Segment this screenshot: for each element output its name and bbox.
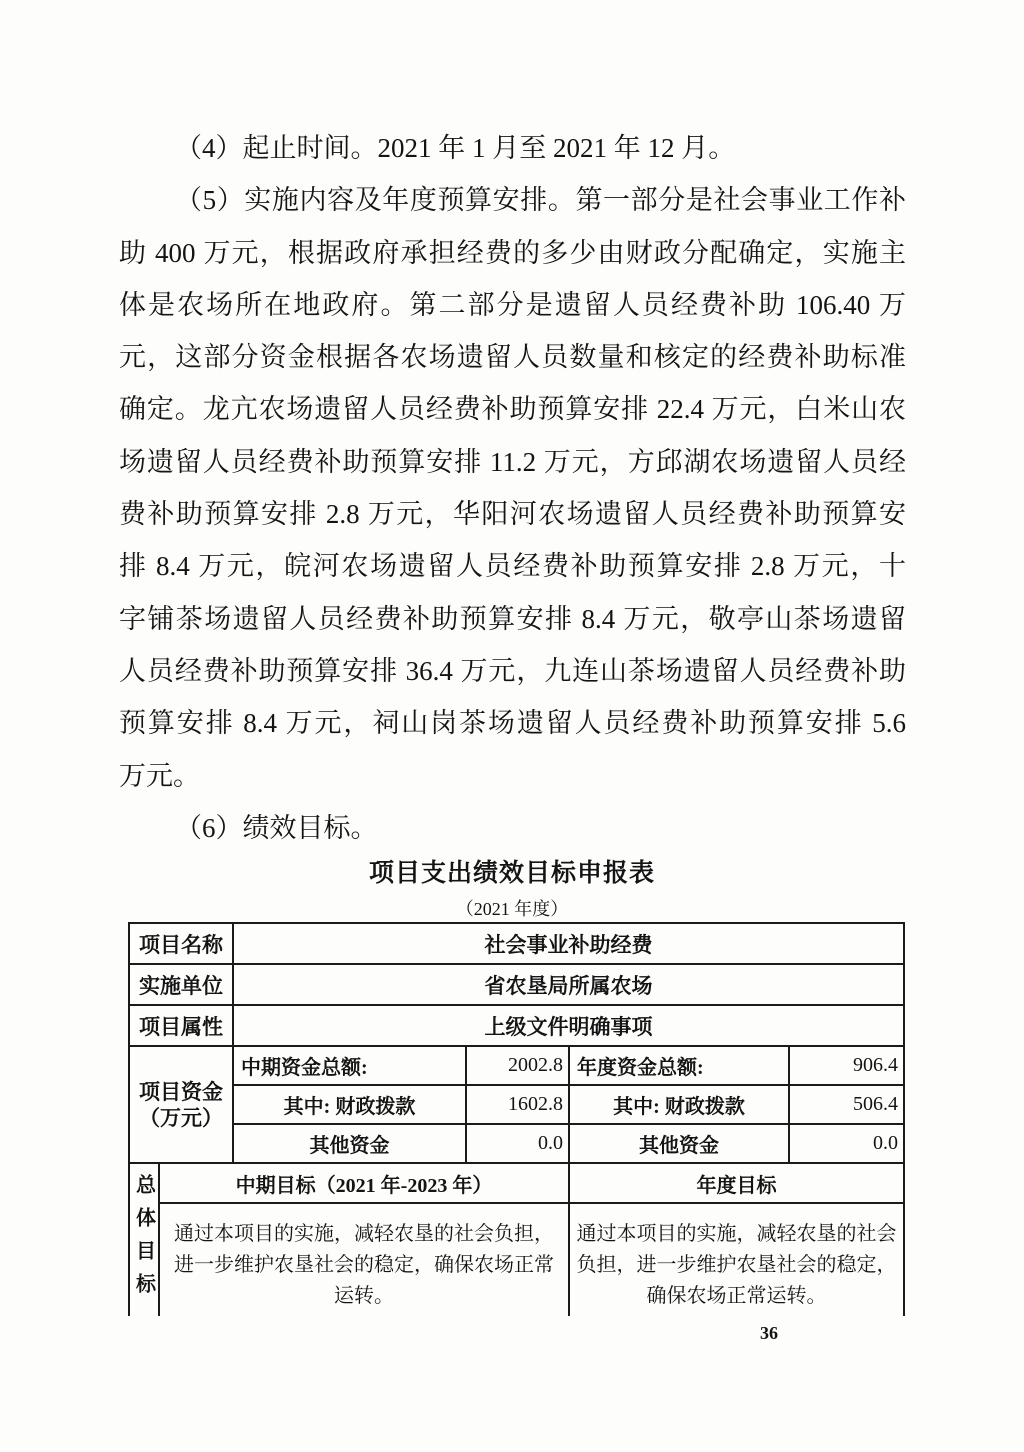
annual-fiscal-label: 其中: 财政拨款 (570, 1086, 790, 1123)
overall-goal-label-text: 总体目标 (132, 1174, 155, 1306)
annual-other-label: 其他资金 (570, 1125, 790, 1162)
mid-term-total-value: 2002.8 (467, 1047, 570, 1084)
body-line: 助 400 万元，根据政府承担经费的多少由财政分配确定，实施主 (119, 237, 906, 268)
project-name-label: 项目名称 (130, 924, 234, 963)
body-line: 字铺茶场遗留人员经费补助预算安排 8.4 万元，敬亭山茶场遗留 (119, 603, 906, 634)
table-title: 项目支出绩效目标申报表 (368, 860, 655, 887)
body-line: 排 8.4 万元，皖河农场遗留人员经费补助预算安排 2.8 万元，十 (119, 551, 906, 582)
performance-target-table (128, 922, 905, 1316)
funding-row-fiscal (234, 1086, 903, 1125)
body-line: （6）绩效目标。 (175, 812, 378, 843)
body-line: 万元。 (119, 760, 200, 791)
annual-goal-text: 通过本项目的实施，减轻农垦的社会负担，进一步维护农垦社会的稳定，确保农场正常运转。 (576, 1223, 897, 1307)
project-attribute-label: 项目属性 (130, 1006, 234, 1045)
funding-label (130, 1047, 234, 1162)
mid-term-fiscal-label: 其中: 财政拨款 (234, 1086, 467, 1123)
annual-fiscal-value: 506.4 (853, 1093, 898, 1115)
body-line: 预算安排 8.4 万元，祠山岗茶场遗留人员经费补助预算安排 5.6 (119, 708, 906, 739)
table-subtitle: （2021 年度） (455, 899, 569, 919)
body-paragraphs (119, 122, 906, 854)
body-line: 人员经费补助预算安排 36.4 万元，九连山茶场遗留人员经费补助 (119, 655, 906, 686)
overall-goal-label (130, 1164, 160, 1316)
body-line: 场遗留人员经费补助预算安排 11.2 万元，方邱湖农场遗留人员经 (119, 446, 906, 477)
body-line: （5）实施内容及年度预算安排。第一部分是社会事业工作补 (175, 185, 906, 216)
table-row-project-attribute (130, 1006, 903, 1047)
goals-content-row (160, 1204, 903, 1316)
body-line: 确定。龙亢农场遗留人员经费补助预算安排 22.4 万元，白米山农 (119, 394, 906, 425)
table-row-implementing-unit (130, 965, 903, 1006)
body-line: 费补助预算安排 2.8 万元，华阳河农场遗留人员经费补助预算安 (119, 499, 906, 530)
annual-goal-header: 年度目标 (696, 1174, 777, 1197)
table-row-project-name (130, 924, 903, 965)
mid-term-total-label: 中期资金总额: (234, 1047, 467, 1084)
annual-total-label: 年度资金总额: (570, 1047, 790, 1084)
mid-term-other-label: 其他资金 (234, 1125, 467, 1162)
mid-term-fiscal-value: 1602.8 (467, 1086, 570, 1123)
project-attribute-value: 上级文件明确事项 (484, 1014, 653, 1039)
body-line: 体是农场所在地政府。第二部分是遗留人员经费补助 106.40 万 (119, 289, 906, 320)
implementing-unit-label: 实施单位 (130, 965, 234, 1004)
funding-grid (234, 1047, 903, 1162)
goals-header-row (160, 1164, 903, 1204)
funding-label-line2: （万元） (139, 1105, 223, 1130)
page-number: 36 (760, 1323, 778, 1343)
body-line: （4）起止时间。2021 年 1 月至 2021 年 12 月。 (175, 133, 736, 163)
funding-row-other (234, 1125, 903, 1162)
project-name-value: 社会事业补助经费 (484, 932, 653, 957)
table-section-overall-goals (130, 1164, 903, 1316)
mid-term-goal-header: 中期目标（2021 年-2023 年） (160, 1164, 570, 1202)
funding-row-total (234, 1047, 903, 1086)
implementing-unit-value: 省农垦局所属农场 (484, 973, 653, 998)
annual-total-value: 906.4 (853, 1054, 898, 1076)
funding-label-line1: 项目资金 (139, 1079, 223, 1104)
annual-other-value: 0.0 (873, 1132, 898, 1154)
table-section-funding (130, 1047, 903, 1164)
mid-term-goal-text: 通过本项目的实施，减轻农垦的社会负担，进一步维护农垦社会的稳定，确保农场正常运转。 (160, 1204, 570, 1316)
goals-grid (160, 1164, 903, 1316)
mid-term-other-value: 0.0 (467, 1125, 570, 1162)
body-line: 元，这部分资金根据各农场遗留人员数量和核定的经费补助标准 (119, 342, 906, 373)
